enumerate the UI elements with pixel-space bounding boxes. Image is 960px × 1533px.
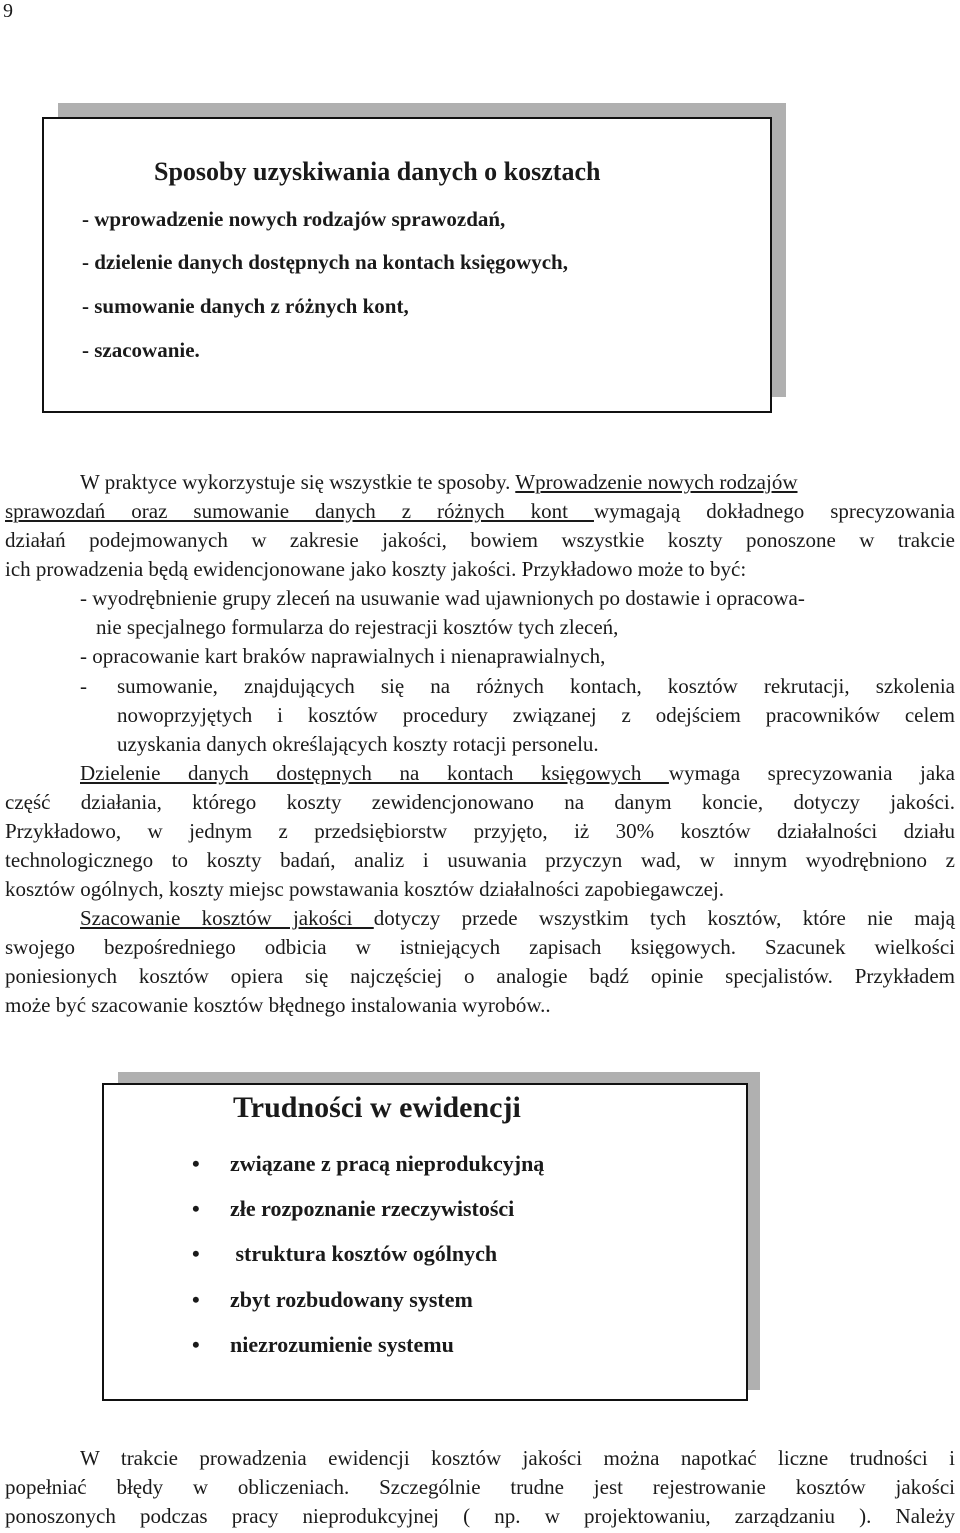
body-text: wymagają dokładnego sprecyzowania: [593, 499, 955, 523]
body-line: sumowanie, znajdujących się na różnych kontach, kosztów rekrutacji, szkolenia: [117, 674, 955, 698]
body-line: część działania, którego koszty zewidencjonowano na danym koncie, dotyczy jakości.: [5, 790, 955, 814]
difficulty-item: niezrozumienie systemu: [230, 1332, 454, 1357]
body-text: wymaga sprecyzowania jaka: [668, 761, 955, 785]
page-number: 9: [3, 0, 13, 22]
body-line: - wyodrębnienie grupy zleceń na usuwanie wad ujawnionych po dostawie i opracowa-: [80, 586, 805, 610]
body-line: kosztów ogólnych, koszty miejsc powstawania kosztów działalności zapobiegawczej.: [5, 877, 725, 901]
difficulties-box: [102, 1083, 748, 1401]
methods-box-title: Sposoby uzyskiwania danych o kosztach: [154, 157, 601, 186]
body-line: działań podejmowanych w zakresie jakości, bowiem wszystkie koszty ponoszone w trakcie: [5, 528, 955, 552]
list-dash: -: [80, 674, 87, 698]
body-line: [80, 904, 955, 933]
body-line: [80, 468, 798, 497]
body-line: poniesionych kosztów opiera się najczęściej o analogie bądź opinie specjalistów. Przykładem: [5, 964, 955, 988]
body-line: ponoszonych podczas pracy nieprodukcyjnej ( np. w projektowaniu, zarządzaniu ). Należy: [5, 1504, 955, 1528]
body-line: W trakcie prowadzenia ewidencji kosztów jakości można napotkać liczne trudności i: [80, 1446, 955, 1470]
methods-item: - wprowadzenie nowych rodzajów sprawozdań,: [82, 207, 506, 231]
bullet-icon: •: [192, 1241, 200, 1266]
body-line: uzyskania danych określających koszty rotacji personelu.: [117, 732, 599, 756]
body-line: swojego bezpośredniego odbicia w istniejących zapisach księgowych. Szacunek wielkości: [5, 935, 955, 959]
body-line: ich prowadzenia będą ewidencjonowane jako koszty jakości. Przykładowo może to być:: [5, 557, 747, 581]
body-line: technologicznego to koszty badań, analiz i usuwania przyczyn wad, w innym wyodrębniono z: [5, 848, 955, 872]
underlined-phrase: Dzielenie danych dostępnych na kontach księgowych: [80, 761, 669, 785]
body-line: Przykładowo, w jednym z przedsiębiorstw przyjęto, iż 30% kosztów działalności działu: [5, 819, 955, 843]
methods-item: - dzielenie danych dostępnych na kontach księgowych,: [82, 250, 568, 274]
body-line: nowoprzyjętych i kosztów procedury związanej z odejściem pracowników celem: [117, 703, 955, 727]
underlined-phrase: sprawozdań oraz sumowanie danych z różnych kont: [5, 499, 594, 523]
body-line: [80, 759, 955, 788]
difficulty-item: złe rozpoznanie rzeczywistości: [230, 1196, 515, 1221]
underlined-phrase: Szacowanie kosztów jakości: [80, 906, 374, 930]
methods-box: [42, 117, 772, 413]
bullet-icon: •: [192, 1151, 200, 1176]
body-line: popełniać błędy w obliczeniach. Szczególnie trudne jest rejestrowanie kosztów jakości: [5, 1475, 955, 1499]
bullet-icon: •: [192, 1196, 200, 1221]
underlined-phrase: Wprowadzenie nowych rodzajów: [515, 470, 798, 494]
body-line: nie specjalnego formularza do rejestracji kosztów tych zleceń,: [96, 615, 619, 639]
difficulty-item: struktura kosztów ogólnych: [230, 1241, 498, 1266]
methods-item: - szacowanie.: [82, 338, 200, 362]
body-text: dotyczy przede wszystkim tych kosztów, które nie mają: [373, 906, 955, 930]
body-line: może być szacowanie kosztów błędnego instalowania wyrobów..: [5, 993, 551, 1017]
body-text: W praktyce wykorzystuje się wszystkie te sposoby.: [80, 470, 516, 494]
body-line: [5, 497, 955, 526]
methods-item: - sumowanie danych z różnych kont,: [82, 294, 409, 318]
bullet-icon: •: [192, 1332, 200, 1357]
body-line: - opracowanie kart braków naprawialnych i nienaprawialnych,: [80, 644, 606, 668]
difficulty-item: zbyt rozbudowany system: [230, 1287, 473, 1312]
difficulty-item: związane z pracą nieprodukcyjną: [230, 1151, 545, 1176]
difficulties-box-title: Trudności w ewidencji: [233, 1091, 521, 1124]
bullet-icon: •: [192, 1287, 200, 1312]
